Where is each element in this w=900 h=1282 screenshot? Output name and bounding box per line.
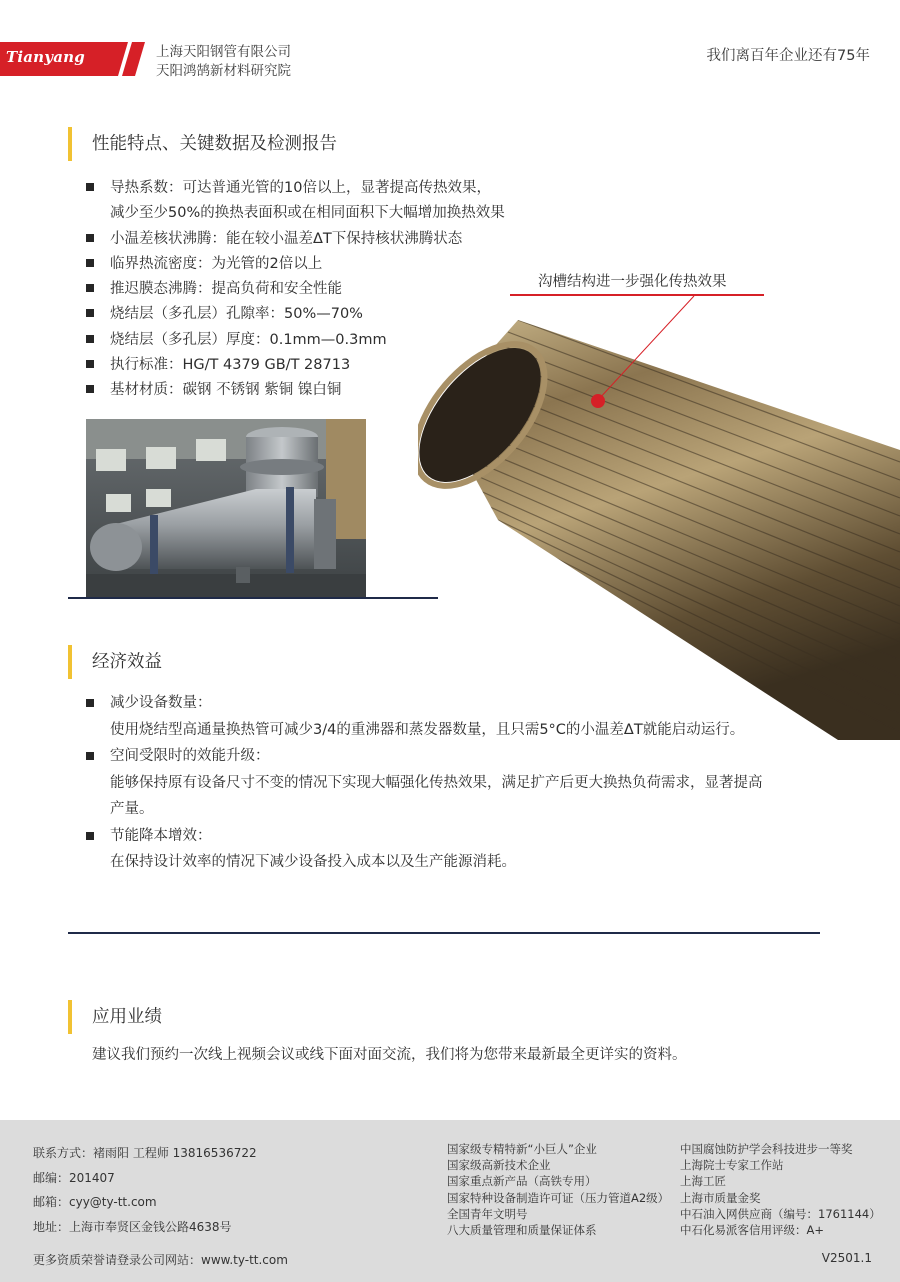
honor-item: 上海市质量金奖 bbox=[680, 1190, 761, 1205]
honor-item: 国家重点新产品（高铁专用） bbox=[447, 1174, 597, 1189]
list-item: 小温差核状沸腾：能在较小温差ΔT下保持核状沸腾状态 bbox=[86, 227, 505, 252]
list-item: 空间受限时的效能升级： 能够保持原有设备尺寸不变的情况下实现大幅强化传热效果，满足扩产后更大换热负荷需求，显著提高 产量。 bbox=[86, 743, 816, 823]
postcode: 邮编：201407 bbox=[33, 1170, 115, 1185]
tube-callout-label: 沟槽结构进一步强化传热效果 bbox=[538, 274, 727, 290]
bullet-icon bbox=[86, 832, 94, 840]
honors-list-mid bbox=[447, 1141, 669, 1238]
list-item: 导热系数：可达普通光管的10倍以上，显著提高传热效果， 减少至少50%的换热表面积或在相同面积下大幅增加换热效果 bbox=[86, 176, 505, 227]
bullet-icon bbox=[86, 752, 94, 760]
contact-info bbox=[33, 1141, 257, 1239]
bullet-icon bbox=[86, 284, 94, 292]
company-name: 上海天阳钢管有限公司 bbox=[156, 44, 291, 60]
heat-exchanger-photo bbox=[86, 419, 366, 597]
section-title-performance: 性能特点、关键数据及检测报告 bbox=[68, 127, 337, 161]
honor-item: 上海院士专家工作站 bbox=[680, 1158, 784, 1173]
institute-name: 天阳鸿鹄新材料研究院 bbox=[156, 63, 291, 79]
bullet-icon bbox=[86, 183, 94, 191]
finned-tube-image bbox=[418, 290, 900, 740]
contact-person: 联系方式：褚雨阳 工程师 13816536722 bbox=[33, 1146, 257, 1160]
honor-item: 上海工匠 bbox=[680, 1174, 726, 1189]
divider-line bbox=[68, 597, 438, 599]
company-names bbox=[156, 43, 291, 81]
list-item: 临界热流密度：为光管的2倍以上 bbox=[86, 252, 505, 277]
list-item: 执行标准：HG/T 4379 GB/T 28713 bbox=[86, 353, 505, 378]
callout-underline bbox=[510, 294, 764, 296]
logo-text: Tianyang bbox=[6, 48, 85, 66]
honors-list-right bbox=[680, 1141, 881, 1238]
application-text: 建议我们预约一次线上视频会议或线下面对面交流，我们将为您带来最新最全更详实的资料。 bbox=[92, 1047, 687, 1063]
section-title-economy: 经济效益 bbox=[68, 645, 162, 679]
section-title-application: 应用业绩 bbox=[68, 1000, 162, 1034]
honor-item: 中国腐蚀防护学会科技进步一等奖 bbox=[680, 1142, 853, 1156]
bullet-icon bbox=[86, 699, 94, 707]
honor-item: 全国青年文明号 bbox=[447, 1206, 528, 1221]
list-item: 减少设备数量： 使用烧结型高通量换热管可减少3/4的重沸器和蒸发器数量，且只需5°C的小温差ΔT就能启动运行。 bbox=[86, 690, 816, 743]
bullet-icon bbox=[86, 309, 94, 317]
honor-item: 国家级专精特新“小巨人”企业 bbox=[447, 1142, 597, 1156]
divider-line bbox=[68, 932, 820, 934]
list-item: 基材材质：碳钢 不锈钢 紫铜 镍白铜 bbox=[86, 378, 505, 403]
economy-list bbox=[86, 690, 816, 876]
bullet-icon bbox=[86, 385, 94, 393]
honor-item: 中石油入网供应商（编号：1761144） bbox=[680, 1206, 881, 1221]
address: 地址：上海市奉贤区金钱公路4638号 bbox=[33, 1219, 232, 1234]
list-item: 推迟膜态沸腾：提高负荷和安全性能 bbox=[86, 277, 505, 302]
honor-item: 国家级高新技术企业 bbox=[447, 1158, 551, 1173]
bullet-icon bbox=[86, 234, 94, 242]
list-item: 节能降本增效： 在保持设计效率的情况下减少设备投入成本以及生产能源消耗。 bbox=[86, 823, 816, 876]
bullet-icon bbox=[86, 360, 94, 368]
bullet-icon bbox=[86, 259, 94, 267]
page-header bbox=[0, 0, 900, 100]
honor-item: 八大质量管理和质量保证体系 bbox=[447, 1223, 597, 1238]
list-item: 烧结层（多孔层）孔隙率：50%—70% bbox=[86, 302, 505, 327]
list-item: 烧结层（多孔层）厚度：0.1mm—0.3mm bbox=[86, 328, 505, 353]
honor-item: 国家特种设备制造许可证（压力管道A2级） bbox=[447, 1190, 670, 1205]
version-number: V2501.1 bbox=[821, 1251, 872, 1265]
honor-item: 中石化易派客信用评级：A+ bbox=[680, 1223, 825, 1238]
website-link[interactable]: 更多资质荣誉请登录公司网站：www.ty-tt.com bbox=[33, 1253, 288, 1267]
bullet-icon bbox=[86, 335, 94, 343]
email: 邮箱：cyy@ty-tt.com bbox=[33, 1195, 157, 1209]
slogan: 我们离百年企业还有75年 bbox=[706, 48, 870, 64]
